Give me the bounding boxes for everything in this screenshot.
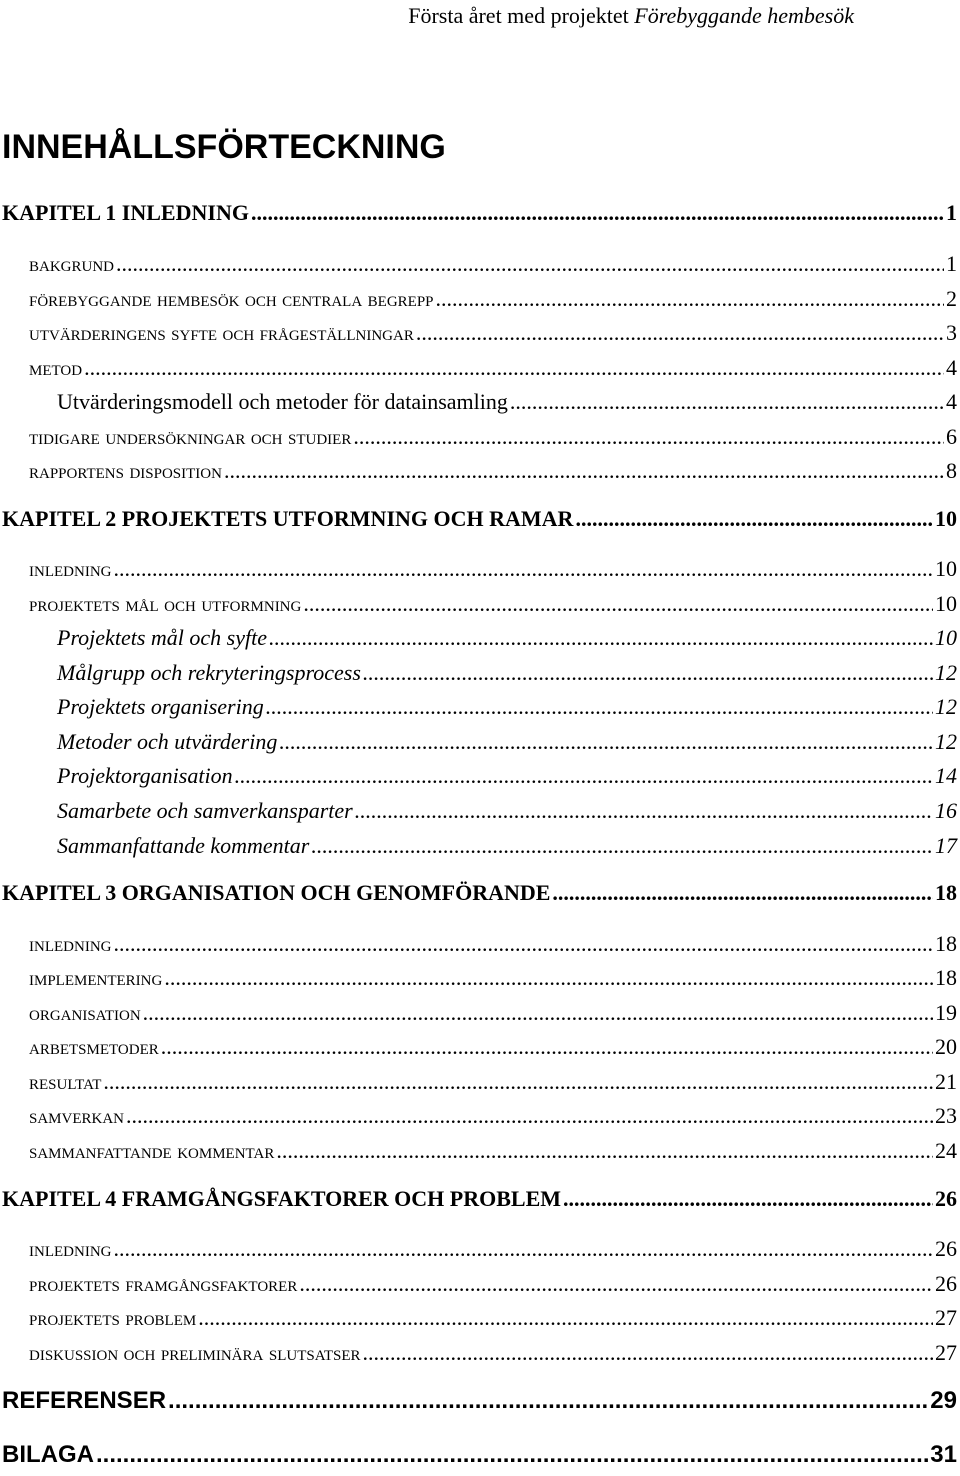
toc-entry-subsection[interactable] <box>57 726 957 758</box>
toc-entry-label: implementering <box>29 965 163 990</box>
toc-entry-label: utvärderingens syfte och frågeställningar <box>29 320 414 345</box>
toc-page-number: 6 <box>946 424 957 449</box>
dot-leader <box>251 197 944 229</box>
toc-entry-section[interactable] <box>29 588 957 620</box>
dot-leader <box>299 1268 933 1300</box>
dot-leader <box>276 1135 933 1167</box>
toc-entry-chapter-1[interactable] <box>2 197 957 229</box>
toc-entry-subsection[interactable] <box>57 760 957 792</box>
toc-page-number: 14 <box>935 763 957 788</box>
toc-entry-section[interactable] <box>29 928 957 960</box>
toc-entry-label: inledning <box>29 1236 112 1261</box>
dot-leader <box>113 553 933 585</box>
toc-entry-label: KAPITEL 4 FRAMGÅNGSFAKTORER OCH PROBLEM <box>2 1186 562 1211</box>
toc-entry-label: Målgrupp och rekryteringsprocess <box>57 660 361 685</box>
toc-entry-section[interactable] <box>29 553 957 585</box>
toc-page-number: 18 <box>935 931 957 956</box>
toc-entry-section[interactable] <box>29 962 957 994</box>
toc-entry-chapter-3[interactable] <box>2 877 957 909</box>
toc-page-number: 3 <box>946 320 957 345</box>
toc-page-number: 31 <box>930 1441 957 1468</box>
toc-page-number: 10 <box>935 591 957 616</box>
toc-page-number: 26 <box>935 1271 957 1296</box>
toc-page-number: 21 <box>935 1069 957 1094</box>
toc-entry-label: organisation <box>29 1000 141 1025</box>
dot-leader <box>96 1439 928 1471</box>
toc-entry-subsection[interactable] <box>57 622 957 654</box>
toc-entry-label: Metoder och utvärdering <box>57 729 278 754</box>
toc-page-number: 12 <box>935 729 957 754</box>
dot-leader <box>143 997 933 1029</box>
toc-page-number: 18 <box>935 965 957 990</box>
toc-page-number: 18 <box>935 880 957 905</box>
toc-entry-section[interactable] <box>29 997 957 1029</box>
toc-page-number: 19 <box>935 1000 957 1025</box>
toc-entry-label: Samarbete och samverkansparter <box>57 798 353 823</box>
dot-leader <box>161 1031 933 1063</box>
toc-page-number: 4 <box>946 355 957 380</box>
toc-entry-label: BILAGA <box>2 1441 94 1468</box>
toc-entry-section[interactable] <box>29 248 957 280</box>
dot-leader <box>235 760 933 792</box>
toc-page-number: 12 <box>935 694 957 719</box>
dot-leader <box>416 317 944 349</box>
toc-entry-subsection[interactable] <box>57 795 957 827</box>
toc-entry-label: sammanfattande kommentar <box>29 1138 275 1163</box>
dot-leader <box>436 283 944 315</box>
toc-entry-subsection[interactable] <box>57 386 957 418</box>
toc-entry-section[interactable] <box>29 1302 957 1334</box>
toc-entry-section[interactable] <box>29 455 957 487</box>
toc-title: INNEHÅLLSFÖRTECKNING <box>2 128 446 166</box>
dot-leader <box>266 691 933 723</box>
toc-entry-label: KAPITEL 3 ORGANISATION OCH GENOMFÖRANDE <box>2 880 551 905</box>
toc-entry-section[interactable] <box>29 1135 957 1167</box>
toc-entry-label: förebyggande hembesök och centrala begrepp <box>29 286 434 311</box>
toc-page-number: 29 <box>930 1387 957 1414</box>
running-header-text: Första året med projektet <box>408 3 635 28</box>
toc-entry-label: KAPITEL 1 INLEDNING <box>2 200 249 225</box>
toc-page-number: 8 <box>946 458 957 483</box>
dot-leader <box>113 1233 933 1265</box>
toc-entry-section[interactable] <box>29 283 957 315</box>
toc-page-number: 26 <box>935 1186 957 1211</box>
toc-entry-label: Projektorganisation <box>57 763 233 788</box>
dot-leader <box>126 1100 933 1132</box>
toc-page-number: 20 <box>935 1034 957 1059</box>
toc-page-number: 27 <box>935 1305 957 1330</box>
toc-entry-label: inledning <box>29 556 112 581</box>
toc-entry-label: inledning <box>29 931 112 956</box>
toc-entry-section[interactable] <box>29 1233 957 1265</box>
dot-leader <box>103 1066 933 1098</box>
dot-leader <box>116 248 944 280</box>
toc-page-number: 10 <box>935 625 957 650</box>
toc-page-number: 24 <box>935 1138 957 1163</box>
toc-entry-label: tidigare undersökningar och studier <box>29 424 352 449</box>
toc-page-number: 17 <box>935 833 957 858</box>
toc-entry-label: rapportens disposition <box>29 458 222 483</box>
dot-leader <box>311 830 933 862</box>
toc-entry-label: REFERENSER <box>2 1387 167 1414</box>
dot-leader <box>113 928 933 960</box>
dot-leader <box>575 503 933 535</box>
toc-entry-chapter-4[interactable] <box>2 1183 957 1215</box>
toc-entry-section[interactable] <box>29 421 957 453</box>
toc-entry-bilaga[interactable] <box>2 1439 957 1471</box>
dot-leader <box>224 455 944 487</box>
toc-entry-label: resultat <box>29 1069 102 1094</box>
toc-page-number: 23 <box>935 1103 957 1128</box>
dot-leader <box>303 588 933 620</box>
toc-page-number: 16 <box>935 798 957 823</box>
toc-entry-section[interactable] <box>29 1066 957 1098</box>
toc-entry-label: projektets problem <box>29 1305 197 1330</box>
dot-leader <box>168 1385 928 1417</box>
toc-entry-label: Projektets mål och syfte <box>57 625 267 650</box>
toc-entry-referenser[interactable] <box>2 1385 957 1417</box>
toc-page-number: 4 <box>946 389 957 414</box>
toc-entry-label: diskussion och preliminära slutsatser <box>29 1340 361 1365</box>
dot-leader <box>84 352 944 384</box>
dot-leader <box>355 795 933 827</box>
toc-page-number: 1 <box>946 251 957 276</box>
running-header-italic: Förebyggande hembesök <box>634 3 854 28</box>
dot-leader <box>279 726 933 758</box>
dot-leader <box>164 962 933 994</box>
toc-entry-label: arbetsmetoder <box>29 1034 159 1059</box>
toc-entry-chapter-2[interactable] <box>2 503 957 535</box>
dot-leader <box>363 657 933 689</box>
toc-page-number: 10 <box>935 556 957 581</box>
toc-entry-subsection[interactable] <box>57 691 957 723</box>
dot-leader <box>563 1183 933 1215</box>
toc-entry-section[interactable] <box>29 317 957 349</box>
toc-page-number: 27 <box>935 1340 957 1365</box>
toc-entry-subsection[interactable] <box>57 830 957 862</box>
dot-leader <box>198 1302 933 1334</box>
toc-entry-section[interactable] <box>29 1100 957 1132</box>
toc-entry-section[interactable] <box>29 1031 957 1063</box>
toc-entry-label: bakgrund <box>29 251 115 276</box>
toc-page-number: 10 <box>935 506 957 531</box>
toc-entry-label: projektets framgångsfaktorer <box>29 1271 298 1296</box>
toc-entry-label: projektets mål och utformning <box>29 591 302 616</box>
dot-leader <box>510 386 944 418</box>
toc-entry-section[interactable] <box>29 1268 957 1300</box>
dot-leader <box>363 1337 933 1369</box>
toc-page-number: 1 <box>946 200 957 225</box>
toc-entry-label: Utvärderingsmodell och metoder för datainsamling <box>57 389 508 414</box>
toc-entry-section[interactable] <box>29 1337 957 1369</box>
dot-leader <box>269 622 933 654</box>
toc-entry-label: metod <box>29 355 83 380</box>
toc-entry-label: Sammanfattande kommentar <box>57 833 310 858</box>
toc-page-number: 12 <box>935 660 957 685</box>
toc-page-number: 2 <box>946 286 957 311</box>
dot-leader <box>552 877 933 909</box>
toc-entry-label: Projektets organisering <box>57 694 264 719</box>
toc-entry-label: samverkan <box>29 1103 125 1128</box>
dot-leader <box>353 421 944 453</box>
toc-entry-label: KAPITEL 2 PROJEKTETS UTFORMNING OCH RAMAR <box>2 506 574 531</box>
toc-page-number: 26 <box>935 1236 957 1261</box>
toc-entry-section[interactable] <box>29 352 957 384</box>
toc-entry-subsection[interactable] <box>57 657 957 689</box>
